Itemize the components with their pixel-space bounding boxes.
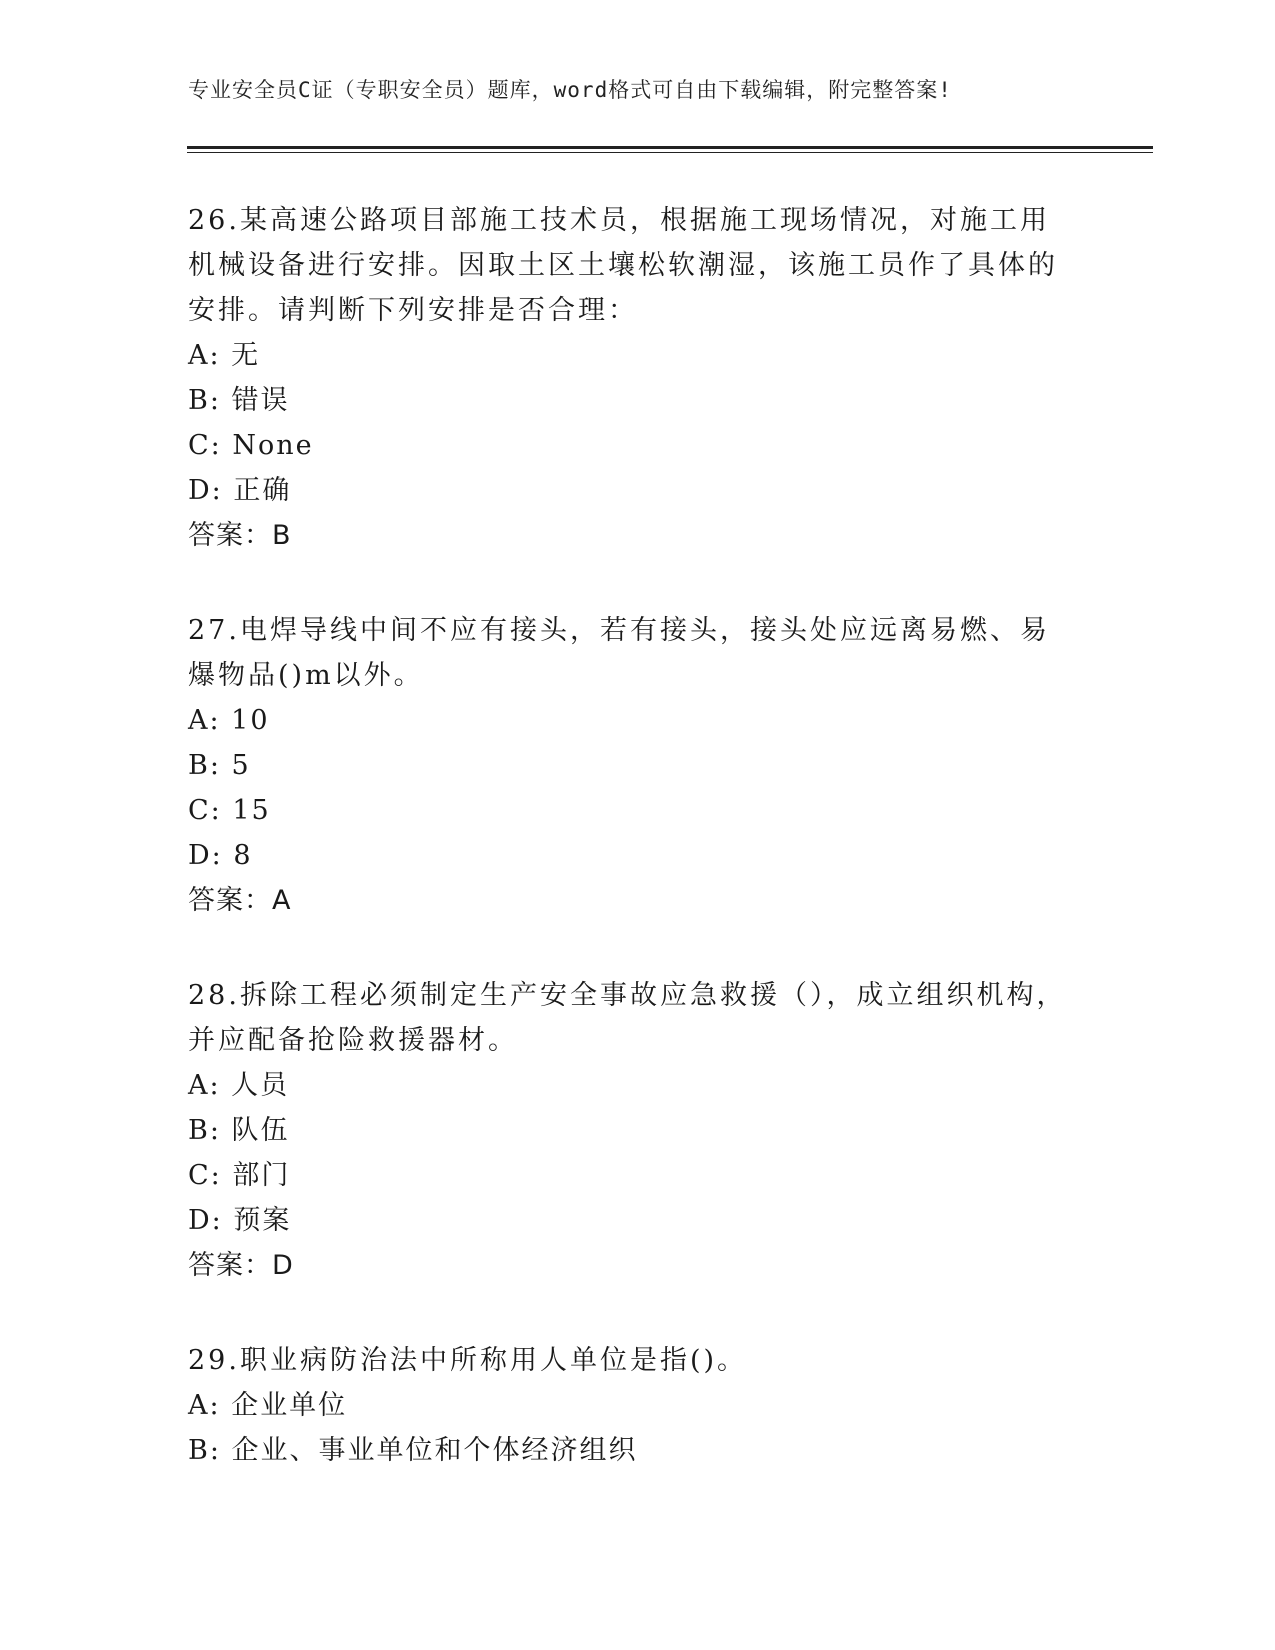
header-divider-thick	[187, 146, 1153, 149]
header-divider-thin	[187, 152, 1153, 153]
option-b: B: 5	[188, 750, 251, 781]
question-27	[188, 608, 1088, 924]
option-b: B: 企业、事业单位和个体经济组织	[188, 1435, 638, 1466]
option-b: B: 队伍	[188, 1115, 290, 1146]
question-text: 29.职业病防治法中所称用人单位是指()。	[188, 1345, 748, 1376]
option-d: D: 预案	[188, 1205, 292, 1236]
option-d: D: 8	[188, 840, 253, 871]
answer-line: 答案：A	[188, 885, 292, 916]
question-29	[188, 1338, 1088, 1473]
question-list	[188, 198, 1088, 1522]
option-b: B: 错误	[188, 385, 290, 416]
answer-line: 答案：D	[188, 1250, 294, 1281]
question-text: 27.电焊导线中间不应有接头，若有接头，接头处应远离易燃、易爆物品()m以外。	[188, 615, 1050, 691]
option-c: C: None	[188, 430, 314, 461]
option-a: A: 人员	[188, 1070, 290, 1101]
question-text: 28.拆除工程必须制定生产安全事故应急救援（），成立组织机构，并应配备抢险救援器材。	[188, 980, 1067, 1056]
page-header: 专业安全员C证（专职安全员）题库，word格式可自由下载编辑，附完整答案!	[188, 78, 952, 102]
option-d: D: 正确	[188, 475, 292, 506]
question-26	[188, 198, 1088, 559]
question-28	[188, 973, 1088, 1289]
option-a: A: 无	[188, 340, 261, 371]
option-c: C: 部门	[188, 1160, 291, 1191]
answer-line: 答案：B	[188, 520, 292, 551]
option-a: A: 企业单位	[188, 1390, 348, 1421]
option-a: A: 10	[188, 705, 270, 736]
question-text: 26.某高速公路项目部施工技术员，根据施工现场情况，对施工用机械设备进行安排。因取土区土壤松软潮湿，该施工员作了具体的安排。请判断下列安排是否合理：	[188, 205, 1058, 326]
option-c: C: 15	[188, 795, 271, 826]
